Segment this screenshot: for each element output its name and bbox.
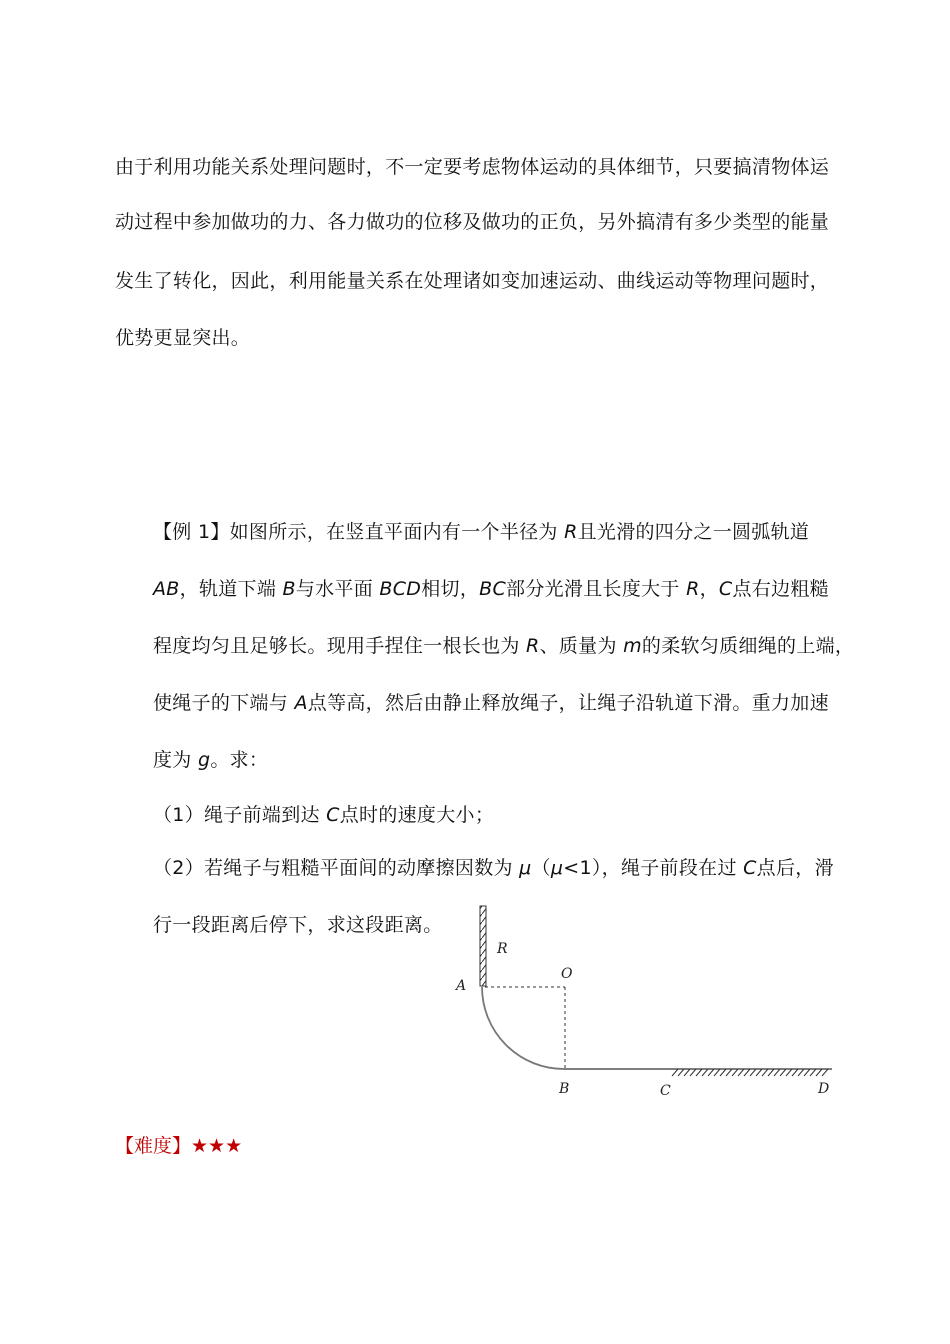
label-B: B — [559, 1081, 570, 1097]
question-2-continued: 行一段距离后停下，求这段距离。 — [153, 914, 443, 936]
track-diagram — [440, 898, 850, 1103]
difficulty-rating — [115, 1131, 242, 1158]
intro-line-1: 由于利用功能关系处理问题时，不一定要考虑物体运动的具体细节，只要搞清物体运 — [115, 156, 830, 178]
difficulty-label: 【难度】 — [115, 1135, 192, 1157]
example-line-4: 使绳子的下端与 A点等高，然后由静止释放绳子，让绳子沿轨道下滑。重力加速 — [153, 692, 829, 714]
rough-surface-hatching — [672, 1069, 828, 1076]
label-A: A — [456, 978, 467, 994]
label-O: O — [561, 966, 573, 982]
example-line-1: 【例 1】如图所示，在竖直平面内有一个半径为 R且光滑的四分之一圆弧轨道 — [153, 521, 810, 543]
intro-line-3: 发生了转化，因此，利用能量关系在处理诸如变加速运动、曲线运动等物理问题时， — [115, 270, 830, 292]
label-C: C — [660, 1083, 671, 1099]
example-line-3: 程度均匀且足够长。现用手捏住一根长也为 R、质量为 m的柔软匀质细绳的上端， — [153, 635, 855, 657]
label-R: R — [497, 941, 508, 957]
question-1: （1）绳子前端到达 C点时的速度大小； — [153, 804, 495, 826]
example-line-2: AB，轨道下端 B与水平面 BCD相切，BC部分光滑且长度大于 R，C点右边粗糙 — [153, 578, 829, 600]
intro-line-2: 动过程中参加做功的力、各力做功的位移及做功的正负，另外搞清有多少类型的能量 — [115, 211, 830, 233]
rope — [480, 906, 486, 986]
label-D: D — [818, 1081, 830, 1097]
question-2: （2）若绳子与粗糙平面间的动摩擦因数为 μ（μ<1），绳子前段在过 C点后，滑 — [153, 857, 834, 879]
difficulty-stars: ★★★ — [191, 1135, 243, 1157]
example-line-5: 度为 g。求： — [153, 749, 269, 771]
quarter-arc-track — [482, 987, 564, 1069]
intro-line-4: 优势更显突出。 — [115, 327, 251, 349]
